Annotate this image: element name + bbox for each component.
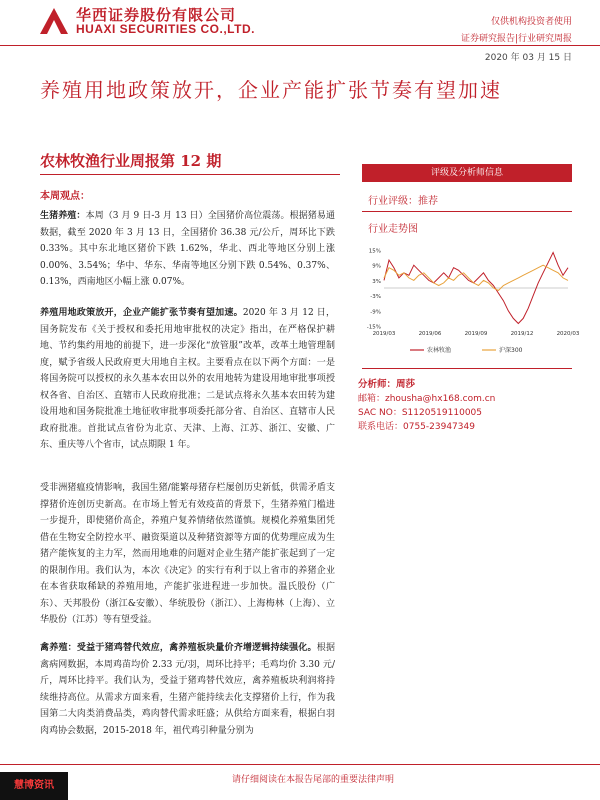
trend-chart-title: 行业走势图 bbox=[368, 224, 418, 235]
analyst-name: 分析师：周莎 bbox=[358, 379, 416, 390]
company-name-cn: 华西证券股份有限公司 bbox=[76, 6, 237, 24]
paragraph-text: 本周（3 月 9 日-3 月 13 日）全国猪价高位震荡。根据猪易通数据，截至 2020 年 3 月 13 日，全国猪价 36.38 元/公斤，周环比下跌 0.33%。其中东北地区猪价下跌 1.62%，华北、西北等地区分别上涨 0.00%、3.54%；华中、华东、华南等地区分别下跌 0.54%、0.37%、0.13%，西南地区小幅上涨 0.07%。 bbox=[40, 211, 335, 287]
trend-chart bbox=[358, 242, 580, 360]
industry-rating: 行业评级：推荐 bbox=[368, 196, 438, 207]
watermark-badge: 慧博资讯 bbox=[0, 772, 68, 800]
x-tick-label: 2019/09 bbox=[464, 331, 488, 337]
analyst-phone: 联系电话：0755-23947349 bbox=[358, 422, 475, 432]
paragraph-text: 2020 年 3 月 12 日，国务院发布《关于授权和委托用地审批权的决定》指出，在严格保护耕地、节约集约用地的前提下，进一步深化“放管服”改革，改革土地管理制度，赋予省级人民政府更大用地自主权。主要看点在以下两个方面：一是将国务院可以授权的永久基本农田以外的农用地转为建设用地审批事项授权各省、自治区、直辖市人民政府批准；二是试点将永久基本农田转为建设用地和国务院批准土地征收审批事项委托部分省、自治区、直辖市人民政府批准。首批试点省份为北京、天津、上海、江苏、浙江、安徽、广东、重庆等八个省市，试点期限 1 年。 bbox=[40, 308, 335, 450]
analyst-email: 邮箱：zhousha@hx168.com.cn bbox=[358, 394, 496, 404]
x-tick-label: 2019/03 bbox=[372, 331, 396, 337]
report-category: 证券研究报告|行业研究周报 bbox=[460, 34, 572, 44]
paragraph-text: 受非洲猪瘟疫情影响，我国生猪/能繁母猪存栏屡创历史新低，供需矛盾支撑猪价连创历史新高。在市场上暂无有效疫苗的背景下，生猪养殖门槛进一步提升，即使猪价高企，养殖户复养情绪依然谨慎。规模化养殖集团凭借在生物安全防控水平、融资渠道以及种猪资源等方面的优势理应成为生猪产能恢复的主力军，然而用地难的问题对企业生猪产能扩张起到了一定的限制作用。我们认为，本次《决定》的实行有利于以上省市的养猪企业在本省获取稀缺的养殖用地，产能扩张进程进一步加快。温氏股份（广东）、天邦股份（浙江&安徽）、华统股份（浙江）、上海梅林（上海）、立华股份（江苏）等有望受益。 bbox=[40, 483, 335, 625]
paragraph-text: 根据禽病网数据，本周鸡苗均价 2.33 元/羽，周环比持平；毛鸡均价 3.30 元/斤，周环比持平。我们认为，受益于猪鸡替代效应，禽养殖板块利润将持续维持高位。从需求方面来看，生猪产能持续去化支撑猪价上行，作为我国第二大肉类消费品类，鸡肉替代需求旺盛；从供给方面来看，根据白羽肉鸡协会数据，2015-2018 年，祖代鸡引种量分别为 bbox=[40, 643, 335, 736]
report-subtitle: 农林牧渔行业周报第 12 期 bbox=[40, 152, 222, 170]
subtitle-divider bbox=[40, 174, 340, 175]
chart-divider bbox=[362, 368, 572, 369]
legend-label: 沪深300 bbox=[499, 347, 523, 354]
paragraph-lead: 生猪养殖： bbox=[40, 211, 86, 221]
y-tick-label: 9% bbox=[372, 263, 381, 270]
legal-notice: 请仔细阅读在本报告尾部的重要法律声明 bbox=[232, 775, 395, 785]
y-tick-label: -9% bbox=[370, 309, 381, 316]
x-tick-label: 2019/06 bbox=[418, 331, 442, 337]
sidebar-box-title: 评级及分析师信息 bbox=[362, 164, 572, 182]
x-tick-label: 2020/03 bbox=[556, 331, 580, 337]
paragraph-outlook bbox=[40, 480, 335, 629]
x-tick-label: 2019/12 bbox=[510, 331, 534, 337]
y-tick-label: -3% bbox=[370, 294, 381, 301]
report-date: 2020 年 03 月 15 日 bbox=[484, 53, 572, 63]
huaxi-logo-icon bbox=[38, 6, 70, 36]
paragraph-hog bbox=[40, 208, 335, 291]
company-name-en: HUAXI SECURITIES CO.,LTD. bbox=[76, 22, 255, 36]
analyst-sac: SAC NO：S1120519110005 bbox=[358, 408, 482, 418]
report-title: 养殖用地政策放开，企业产能扩张节奏有望加速 bbox=[40, 78, 502, 102]
header-divider bbox=[0, 45, 600, 46]
y-tick-label: 15% bbox=[368, 248, 381, 255]
rating-divider bbox=[362, 211, 572, 212]
y-tick-label: 3% bbox=[372, 278, 381, 285]
audience-note: 仅供机构投资者使用 bbox=[490, 17, 572, 27]
paragraph-land-policy bbox=[40, 305, 335, 454]
footer-divider bbox=[0, 764, 600, 765]
paragraph-lead: 养殖用地政策放开，企业产能扩张节奏有望加速。 bbox=[40, 308, 243, 318]
paragraph-lead: 禽养殖：受益于猪鸡替代效应，禽养殖板块量价齐增逻辑持续强化。 bbox=[40, 643, 317, 653]
summary-heading: 本周观点： bbox=[40, 191, 90, 202]
y-tick-label: -15% bbox=[366, 324, 381, 331]
legend-label: 农林牧渔 bbox=[427, 347, 452, 354]
paragraph-poultry bbox=[40, 640, 335, 739]
